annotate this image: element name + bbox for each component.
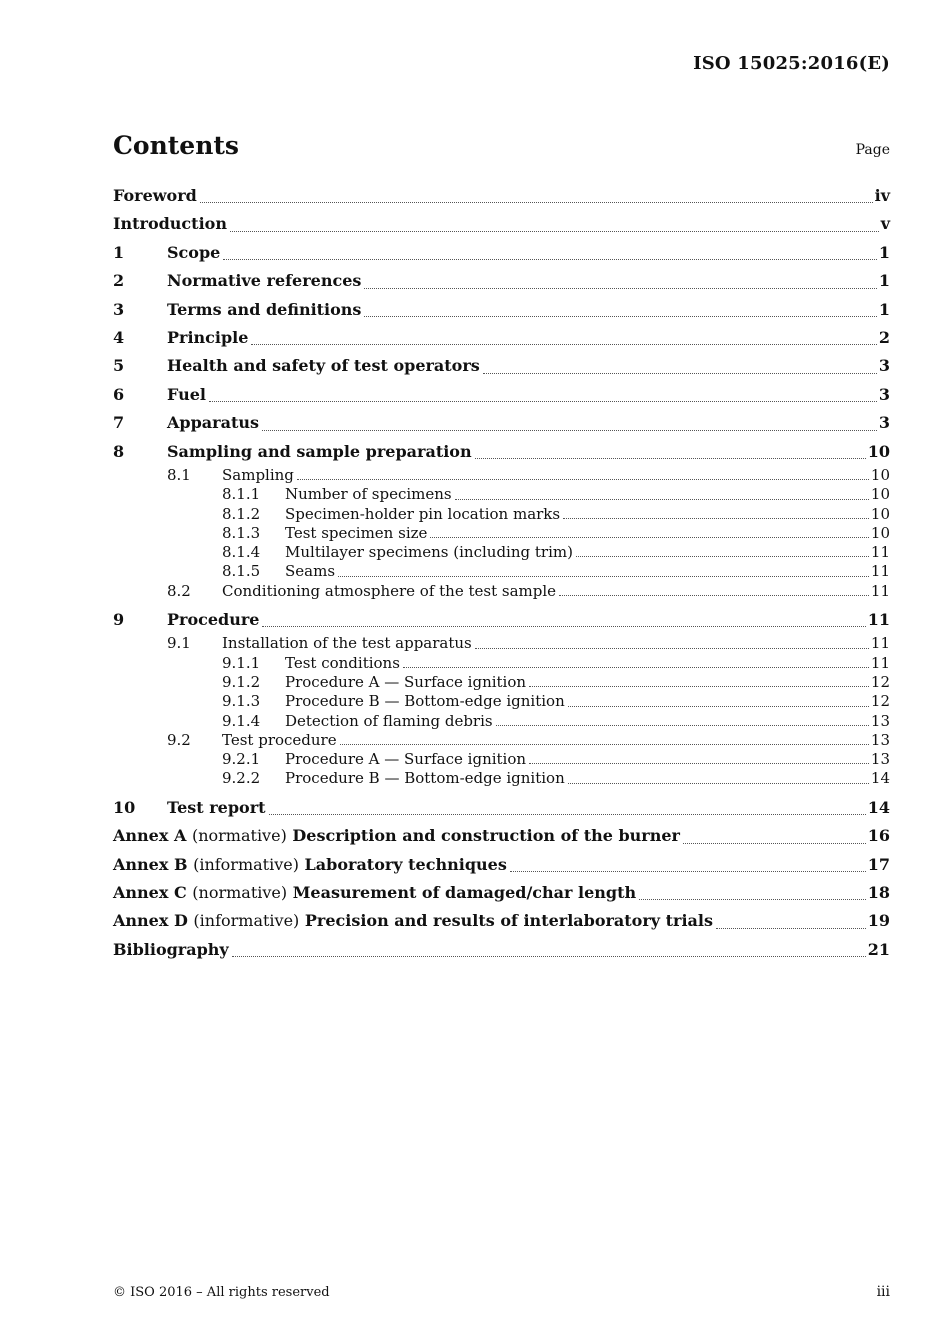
annex-title: Measurement of damaged/char length <box>292 882 637 902</box>
toc-entry-number: 9.1.4 <box>222 711 261 730</box>
dot-leader <box>563 517 869 519</box>
toc-entry-number: 9.2.2 <box>222 769 261 788</box>
annex-title: Laboratory techniques <box>304 854 507 874</box>
toc-entry[interactable] <box>113 505 890 524</box>
toc-entry[interactable] <box>113 936 890 964</box>
toc-entry-title: Fuel <box>167 384 206 404</box>
annex-label: Annex D <box>113 911 188 931</box>
annex-kind: (informative) <box>193 854 299 874</box>
toc-entry[interactable] <box>113 182 890 210</box>
toc-entry[interactable] <box>113 879 890 907</box>
toc-entry-number: 9.2.1 <box>222 750 261 769</box>
dot-leader <box>262 625 865 627</box>
page-title: Contents <box>113 131 240 160</box>
dot-leader <box>529 762 869 764</box>
toc-entry-number: 2 <box>113 271 125 291</box>
toc-entry-title: Specimen-holder pin location marks <box>285 504 561 523</box>
dot-leader <box>576 555 869 557</box>
toc-entry-number: 9.1.3 <box>222 692 261 711</box>
toc-entry[interactable] <box>113 543 890 562</box>
toc-entry[interactable] <box>113 673 890 692</box>
toc-entry-number: 8.1 <box>167 465 191 484</box>
dot-leader <box>475 647 869 649</box>
annex-label: Annex B <box>113 854 188 874</box>
toc-entry[interactable] <box>113 606 890 634</box>
dot-leader <box>510 870 866 872</box>
toc-entry-title <box>113 907 713 935</box>
dot-leader <box>475 457 866 459</box>
toc-entry-number: 1 <box>113 242 125 262</box>
toc-entry[interactable] <box>113 352 890 380</box>
toc-entry[interactable] <box>113 524 890 543</box>
toc-entry-page: 16 <box>867 826 890 846</box>
toc-entry-number: 8.1.3 <box>222 523 261 542</box>
toc-entry-title: Procedure B — Bottom-edge ignition <box>285 692 565 711</box>
toc-entry[interactable] <box>113 731 890 750</box>
toc-entry-number: 10 <box>113 797 136 817</box>
annex-label: Annex C <box>113 882 187 902</box>
toc-entry-title <box>113 879 636 907</box>
toc-entry-number: 5 <box>113 356 125 376</box>
toc-entry-title: Number of specimens <box>285 485 452 504</box>
toc-entry-title: Installation of the test apparatus <box>222 634 472 653</box>
toc-entry-title: Principle <box>167 327 249 347</box>
toc-entry-number: 9.1 <box>167 634 191 653</box>
toc-entry-title: Introduction <box>113 214 227 234</box>
toc-entry-page: 13 <box>870 730 890 749</box>
toc-entry-number: 9.2 <box>167 730 191 749</box>
toc-entry-number: 8.1.1 <box>222 485 261 504</box>
toc-entry-page: 3 <box>878 413 890 433</box>
toc-entry-title: Seams <box>285 562 336 581</box>
toc-entry-number: 8.1.5 <box>222 562 261 581</box>
toc-entry-number: 9.1.2 <box>222 672 261 691</box>
toc-entry[interactable] <box>113 267 890 295</box>
page-column-label: Page <box>855 142 890 158</box>
dot-leader <box>251 343 876 345</box>
toc-entry-title: Detection of flaming debris <box>285 711 493 730</box>
toc-entry-page: 12 <box>870 692 890 711</box>
toc-entry-title <box>113 822 680 850</box>
toc-entry-title: Foreword <box>113 186 197 205</box>
toc-entry-title: Procedure <box>167 609 260 629</box>
dot-leader <box>223 258 877 260</box>
toc-entry-title: Test specimen size <box>285 523 428 542</box>
footer-page-number: iii <box>876 1284 890 1300</box>
toc-entry-page: 11 <box>870 581 890 600</box>
toc-entry-page: 17 <box>867 854 890 874</box>
toc-entry-title: Multilayer specimens (including trim) <box>285 543 573 562</box>
dot-leader <box>403 666 869 668</box>
toc-entry-page: 11 <box>867 609 890 629</box>
toc-entry-number: 8.1.2 <box>222 504 261 523</box>
dot-leader <box>496 724 869 726</box>
toc-entry-page: 14 <box>867 797 890 817</box>
dot-leader <box>683 842 866 844</box>
toc-entry[interactable] <box>113 210 890 238</box>
dot-leader <box>568 705 869 707</box>
document-id: ISO 15025:2016(E) <box>693 53 890 74</box>
toc-entry-title: Procedure A — Surface ignition <box>285 672 527 691</box>
annex-title: Precision and results of interlaboratory trials <box>304 911 713 931</box>
dot-leader <box>568 782 869 784</box>
dot-leader <box>338 575 869 577</box>
toc-entry[interactable] <box>113 712 890 731</box>
dot-leader <box>364 287 876 289</box>
dot-leader <box>639 898 866 900</box>
toc-entry-title: Procedure B — Bottom-edge ignition <box>285 769 565 788</box>
toc-entry-number: 9 <box>113 609 125 629</box>
toc-entry-title <box>113 851 507 879</box>
dot-leader <box>209 400 877 402</box>
dot-leader <box>364 315 876 317</box>
toc-entry[interactable] <box>113 409 890 437</box>
toc-entry[interactable] <box>113 381 890 409</box>
toc-entry-page: 10 <box>870 485 890 504</box>
toc-entry-page: 3 <box>878 384 890 404</box>
toc-entry-title: Test procedure <box>222 730 337 749</box>
toc-entry-page: 11 <box>870 543 890 562</box>
toc-entry-page: 1 <box>878 242 890 262</box>
dot-leader <box>230 230 879 232</box>
toc-entry[interactable] <box>113 324 890 352</box>
toc-entry[interactable] <box>113 769 890 788</box>
toc-entry[interactable] <box>113 296 890 324</box>
toc-entry-number: 7 <box>113 413 125 433</box>
toc-entry-number: 3 <box>113 299 125 319</box>
toc-entry-page: 18 <box>867 882 890 902</box>
toc-entry-title: Sampling <box>222 465 294 484</box>
dot-leader <box>529 685 869 687</box>
dot-leader <box>455 498 869 500</box>
toc-entry-page: 12 <box>870 672 890 691</box>
toc-entry-page: 10 <box>870 504 890 523</box>
toc-entry-page: 1 <box>878 271 890 291</box>
toc-entry-title: Normative references <box>167 271 362 291</box>
toc-entry-page: 10 <box>870 523 890 542</box>
toc-entry-number: 4 <box>113 327 125 347</box>
toc-entry-page: 2 <box>878 327 890 347</box>
toc-entry-page: 3 <box>878 356 890 376</box>
toc-entry[interactable] <box>113 239 890 267</box>
toc-entry[interactable] <box>113 634 890 653</box>
annex-kind: (normative) <box>192 882 288 902</box>
toc-entry-title: Conditioning atmosphere of the test sample <box>222 581 557 600</box>
toc-entry-page: 11 <box>870 653 890 672</box>
toc-entry-page: 21 <box>867 939 890 959</box>
toc-entry-title: Test report <box>167 797 266 817</box>
dot-leader <box>232 955 866 957</box>
toc-entry[interactable] <box>113 654 890 673</box>
toc-entry[interactable] <box>113 582 890 601</box>
toc-entry-title: Scope <box>167 242 221 262</box>
dot-leader <box>483 372 877 374</box>
toc-entry-page: 19 <box>867 911 890 931</box>
dot-leader <box>559 594 869 596</box>
dot-leader <box>262 429 877 431</box>
toc-entry[interactable] <box>113 692 890 711</box>
dot-leader <box>297 478 869 480</box>
toc-entry-title: Sampling and sample preparation <box>167 441 472 461</box>
toc-entry[interactable] <box>113 794 890 822</box>
toc-entry-number: 8.1.4 <box>222 543 261 562</box>
toc-entry[interactable] <box>113 466 890 485</box>
toc-entry-number: 9.1.1 <box>222 653 261 672</box>
annex-kind: (normative) <box>191 826 287 846</box>
toc-entry-number: 8 <box>113 441 125 461</box>
annex-label: Annex A <box>113 826 187 846</box>
toc-entry[interactable] <box>113 485 890 504</box>
toc-entry-page: 10 <box>867 441 890 461</box>
toc-entry-page: v <box>880 214 890 234</box>
toc-entry-page: iv <box>874 186 890 205</box>
toc-entry[interactable] <box>113 822 890 850</box>
toc-entry-page: 11 <box>870 634 890 653</box>
dot-leader <box>269 813 866 815</box>
toc-entry-page: 10 <box>870 465 890 484</box>
annex-kind: (informative) <box>193 911 300 931</box>
dot-leader <box>430 536 869 538</box>
toc-entry-number: 8.2 <box>167 581 191 600</box>
toc-entry-page: 14 <box>870 769 890 788</box>
toc-entry-page: 11 <box>870 562 890 581</box>
dot-leader <box>716 927 866 929</box>
toc-entry[interactable] <box>113 438 890 466</box>
toc-entry[interactable] <box>113 851 890 879</box>
toc-entry-page: 13 <box>870 711 890 730</box>
footer-copyright: © ISO 2016 – All rights reserved <box>113 1285 330 1300</box>
toc-entry-page: 1 <box>878 299 890 319</box>
table-of-contents <box>113 182 890 964</box>
toc-entry-title: Apparatus <box>167 413 259 433</box>
toc-entry-title: Bibliography <box>113 939 229 959</box>
toc-entry-number: 6 <box>113 384 125 404</box>
toc-entry-title: Procedure A — Surface ignition <box>285 750 527 769</box>
toc-entry[interactable] <box>113 562 890 581</box>
dot-leader <box>200 201 873 203</box>
toc-entry-title: Test conditions <box>285 653 400 672</box>
dot-leader <box>340 743 869 745</box>
toc-entry[interactable] <box>113 907 890 935</box>
toc-entry-page: 13 <box>870 750 890 769</box>
toc-entry[interactable] <box>113 750 890 769</box>
toc-entry-title: Health and safety of test operators <box>167 356 480 376</box>
toc-entry-title: Terms and definitions <box>167 299 362 319</box>
annex-title: Description and construction of the burner <box>292 826 680 846</box>
